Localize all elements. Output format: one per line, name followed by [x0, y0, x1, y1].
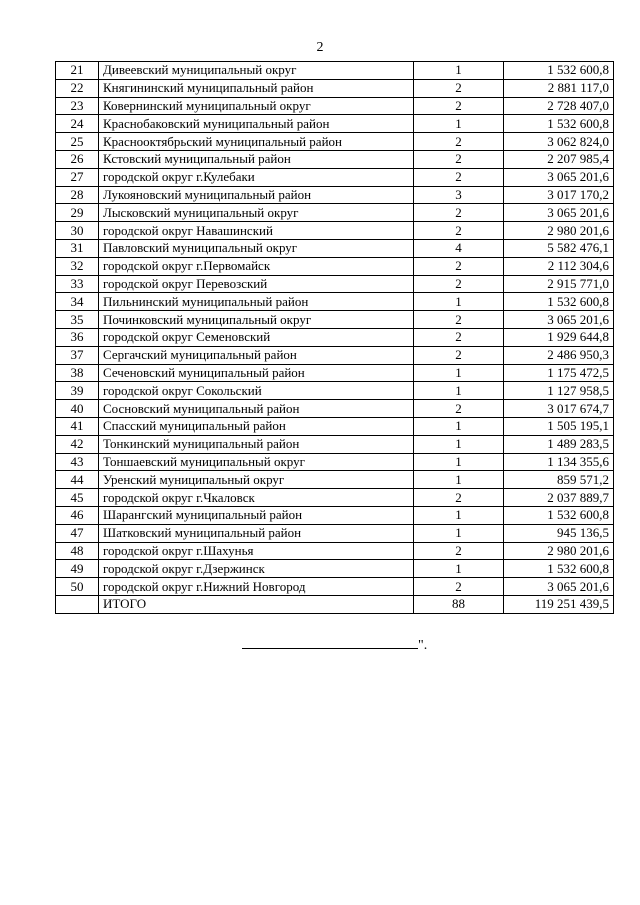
municipality-name: городской округ Семеновский: [99, 328, 414, 346]
row-number: 34: [56, 293, 99, 311]
municipality-name: городской округ г.Дзержинск: [99, 560, 414, 578]
row-number: 23: [56, 97, 99, 115]
table-row: [56, 346, 614, 364]
table-row: [56, 115, 614, 133]
table-row: [56, 311, 614, 329]
row-number: 41: [56, 417, 99, 435]
table-row: [56, 382, 614, 400]
total-sum: 119 251 439,5: [504, 595, 614, 613]
row-count: 4: [414, 239, 504, 257]
municipality-name: Уренский муниципальный округ: [99, 471, 414, 489]
municipality-name: городской округ г.Кулебаки: [99, 168, 414, 186]
row-count: 1: [414, 471, 504, 489]
row-sum: 3 017 170,2: [504, 186, 614, 204]
row-sum: 2 112 304,6: [504, 257, 614, 275]
row-count: 2: [414, 346, 504, 364]
municipality-name: Тоншаевский муниципальный округ: [99, 453, 414, 471]
municipality-name: Дивеевский муниципальный округ: [99, 62, 414, 80]
closing-line: [242, 636, 427, 654]
municipality-name: Лукояновский муниципальный район: [99, 186, 414, 204]
row-sum: 2 980 201,6: [504, 542, 614, 560]
table-row: [56, 133, 614, 151]
table-row: [56, 328, 614, 346]
row-sum: 5 582 476,1: [504, 239, 614, 257]
municipality-name: городской округ г.Нижний Новгород: [99, 578, 414, 596]
municipality-name: Спасский муниципальный район: [99, 417, 414, 435]
table-row: [56, 542, 614, 560]
row-number: 47: [56, 524, 99, 542]
row-number: 49: [56, 560, 99, 578]
row-sum: 1 929 644,8: [504, 328, 614, 346]
table-row: [56, 222, 614, 240]
row-number: 26: [56, 150, 99, 168]
row-sum: 1 532 600,8: [504, 115, 614, 133]
row-count: 1: [414, 62, 504, 80]
total-count: 88: [414, 595, 504, 613]
row-sum: 2 728 407,0: [504, 97, 614, 115]
closing-quote-mark: ".: [418, 638, 428, 653]
table-row: [56, 79, 614, 97]
row-count: 2: [414, 311, 504, 329]
row-sum: 859 571,2: [504, 471, 614, 489]
row-number: 37: [56, 346, 99, 364]
table-row: [56, 506, 614, 524]
row-count: 1: [414, 115, 504, 133]
page-number: 2: [316, 40, 324, 55]
table-row: [56, 489, 614, 507]
row-count: 2: [414, 133, 504, 151]
row-count: 2: [414, 97, 504, 115]
table-row: [56, 578, 614, 596]
municipality-name: городской округ Сокольский: [99, 382, 414, 400]
row-sum: 2 881 117,0: [504, 79, 614, 97]
row-count: 1: [414, 506, 504, 524]
row-sum: 3 017 674,7: [504, 400, 614, 418]
row-count: 2: [414, 204, 504, 222]
municipality-name: Кстовский муниципальный район: [99, 150, 414, 168]
row-number: 38: [56, 364, 99, 382]
table-row: [56, 239, 614, 257]
municipality-name: городской округ г.Чкаловск: [99, 489, 414, 507]
table-row: [56, 560, 614, 578]
row-number: 32: [56, 257, 99, 275]
municipality-name: Пильнинский муниципальный район: [99, 293, 414, 311]
table-row: [56, 62, 614, 80]
row-count: 1: [414, 524, 504, 542]
total-label: ИТОГО: [99, 595, 414, 613]
row-sum: 3 065 201,6: [504, 204, 614, 222]
row-sum: 1 175 472,5: [504, 364, 614, 382]
row-number: 27: [56, 168, 99, 186]
municipality-name: Ковернинский муниципальный округ: [99, 97, 414, 115]
row-count: 2: [414, 257, 504, 275]
row-sum: 1 489 283,5: [504, 435, 614, 453]
row-count: 1: [414, 453, 504, 471]
table-row: [56, 435, 614, 453]
municipality-name: городской округ г.Шахунья: [99, 542, 414, 560]
row-sum: 3 065 201,6: [504, 168, 614, 186]
municipality-name: Краснобаковский муниципальный район: [99, 115, 414, 133]
row-count: 2: [414, 168, 504, 186]
row-number: 50: [56, 578, 99, 596]
row-count: 2: [414, 150, 504, 168]
row-sum: 2 915 771,0: [504, 275, 614, 293]
row-number: 48: [56, 542, 99, 560]
municipality-name: городской округ г.Первомайск: [99, 257, 414, 275]
row-number: 24: [56, 115, 99, 133]
row-number: 29: [56, 204, 99, 222]
municipality-name: Шарангский муниципальный район: [99, 506, 414, 524]
row-sum: 1 532 600,8: [504, 506, 614, 524]
row-count: 2: [414, 79, 504, 97]
allocation-table: [55, 61, 614, 614]
row-number: 28: [56, 186, 99, 204]
table-row: [56, 293, 614, 311]
table-row: [56, 471, 614, 489]
table-row: [56, 400, 614, 418]
row-number: 25: [56, 133, 99, 151]
row-number: 42: [56, 435, 99, 453]
row-count: 2: [414, 489, 504, 507]
row-count: 2: [414, 400, 504, 418]
table-row: [56, 204, 614, 222]
municipality-name: Павловский муниципальный округ: [99, 239, 414, 257]
row-sum: 945 136,5: [504, 524, 614, 542]
row-count: 2: [414, 578, 504, 596]
row-number: 35: [56, 311, 99, 329]
row-count: 2: [414, 328, 504, 346]
row-sum: 3 062 824,0: [504, 133, 614, 151]
row-sum: 1 532 600,8: [504, 560, 614, 578]
total-row-number: [56, 595, 99, 613]
row-count: 2: [414, 542, 504, 560]
municipality-name: Сергачский муниципальный район: [99, 346, 414, 364]
row-sum: 2 980 201,6: [504, 222, 614, 240]
table-row: [56, 97, 614, 115]
table-row: [56, 257, 614, 275]
closing-rule: [242, 636, 418, 649]
row-sum: 3 065 201,6: [504, 311, 614, 329]
row-sum: 1 532 600,8: [504, 293, 614, 311]
row-sum: 3 065 201,6: [504, 578, 614, 596]
row-count: 1: [414, 364, 504, 382]
row-sum: 1 505 195,1: [504, 417, 614, 435]
municipality-name: Шатковский муниципальный район: [99, 524, 414, 542]
municipality-name: Тонкинский муниципальный район: [99, 435, 414, 453]
table-row: [56, 364, 614, 382]
row-number: 31: [56, 239, 99, 257]
row-number: 44: [56, 471, 99, 489]
row-number: 22: [56, 79, 99, 97]
municipality-name: городской округ Перевозский: [99, 275, 414, 293]
row-number: 45: [56, 489, 99, 507]
row-sum: 2 486 950,3: [504, 346, 614, 364]
row-count: 1: [414, 435, 504, 453]
row-number: 43: [56, 453, 99, 471]
row-count: 1: [414, 382, 504, 400]
row-count: 2: [414, 275, 504, 293]
municipality-name: городской округ Навашинский: [99, 222, 414, 240]
row-sum: 1 532 600,8: [504, 62, 614, 80]
row-number: 46: [56, 506, 99, 524]
row-count: 3: [414, 186, 504, 204]
row-number: 40: [56, 400, 99, 418]
table-row: [56, 417, 614, 435]
row-sum: 2 037 889,7: [504, 489, 614, 507]
municipality-name: Сеченовский муниципальный район: [99, 364, 414, 382]
table-row: [56, 150, 614, 168]
municipality-name: Лысковский муниципальный округ: [99, 204, 414, 222]
table-row: [56, 168, 614, 186]
row-number: 30: [56, 222, 99, 240]
row-count: 2: [414, 222, 504, 240]
municipality-name: Княгининский муниципальный район: [99, 79, 414, 97]
row-count: 1: [414, 293, 504, 311]
table-row: [56, 453, 614, 471]
table-row: [56, 524, 614, 542]
municipality-name: Краснооктябрьский муниципальный район: [99, 133, 414, 151]
row-number: 21: [56, 62, 99, 80]
row-sum: 2 207 985,4: [504, 150, 614, 168]
table-row: [56, 275, 614, 293]
row-count: 1: [414, 417, 504, 435]
municipality-name: Сосновский муниципальный район: [99, 400, 414, 418]
row-count: 1: [414, 560, 504, 578]
row-number: 33: [56, 275, 99, 293]
table-row: [56, 186, 614, 204]
row-sum: 1 134 355,6: [504, 453, 614, 471]
total-row: [56, 595, 614, 613]
row-number: 36: [56, 328, 99, 346]
table-body: [56, 62, 614, 614]
row-number: 39: [56, 382, 99, 400]
row-sum: 1 127 958,5: [504, 382, 614, 400]
municipality-name: Починковский муниципальный округ: [99, 311, 414, 329]
